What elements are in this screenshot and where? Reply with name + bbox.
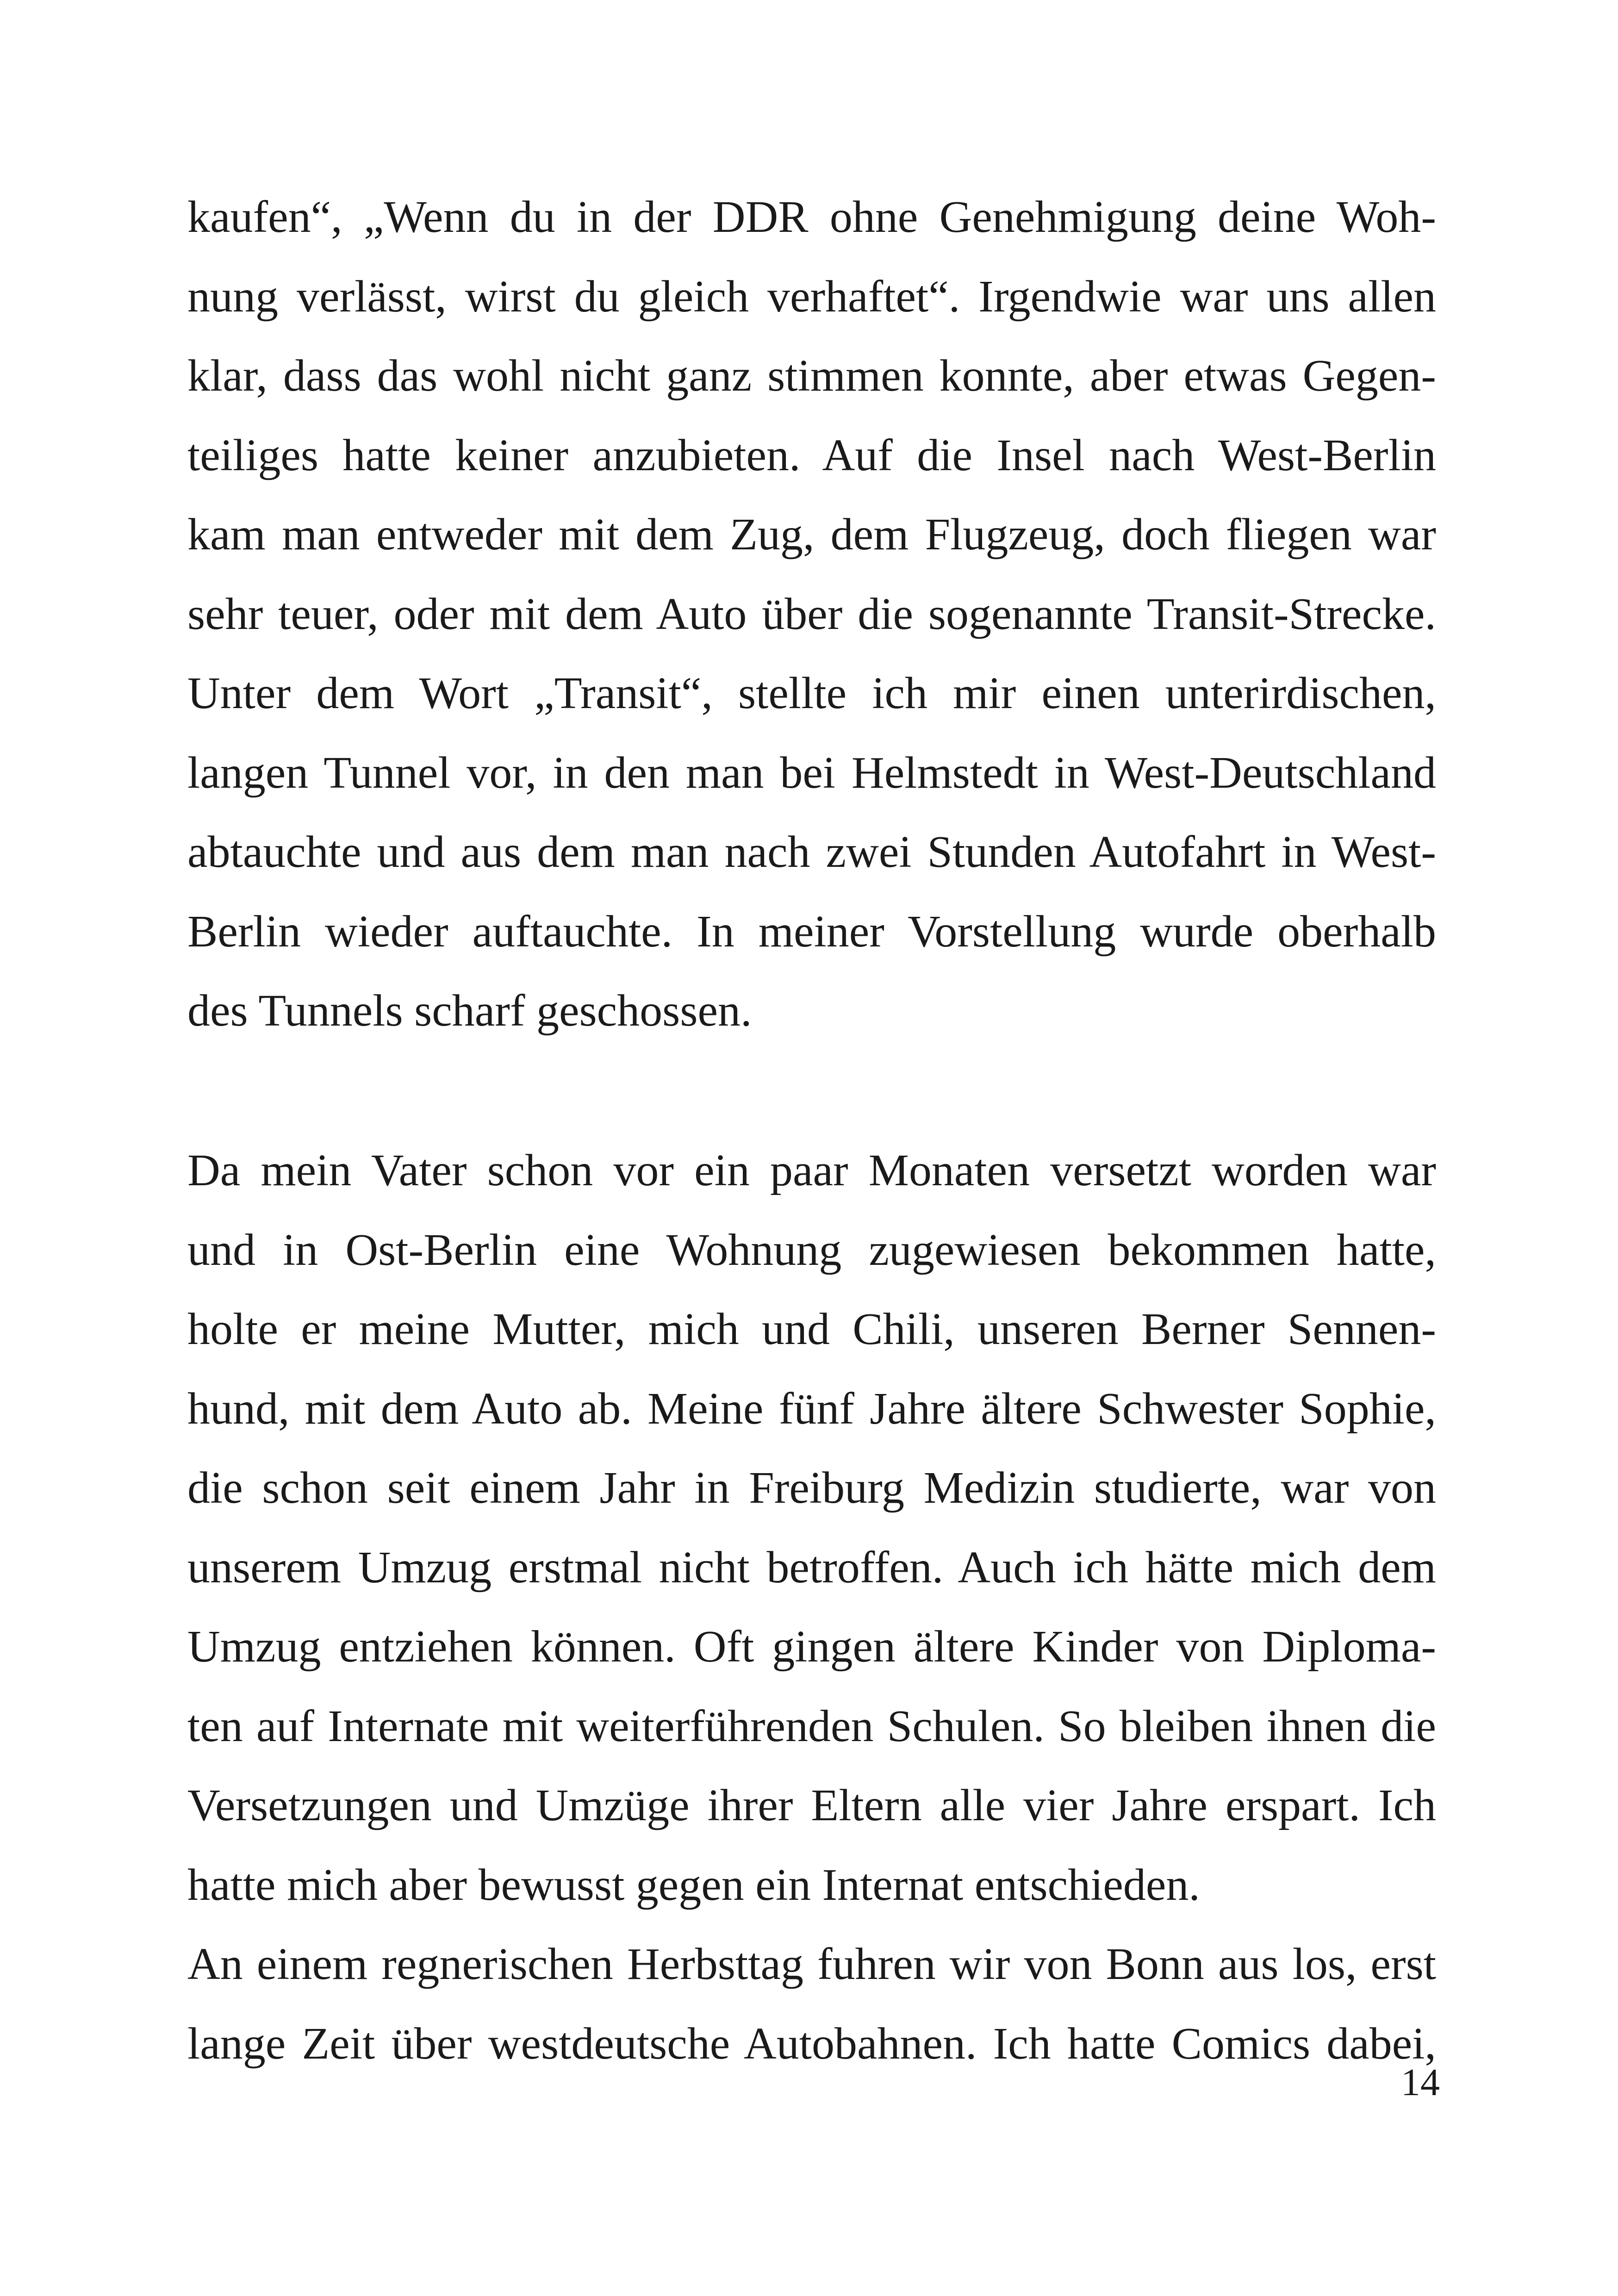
text-line: Berlin wieder auftauchte. In meiner Vorstellung wurde oberhalb [187,906,1436,957]
text-line: hatte mich aber bewusst gegen ein Internat entschieden. [187,1860,1200,1910]
text-line: Versetzungen und Umzüge ihrer Eltern alle vier Jahre erspart. Ich [187,1780,1436,1830]
text-line: nung verlässt, wirst du gleich verhaftet“. Irgendwie war uns allen [187,271,1436,322]
text-line: lange Zeit über westdeutsche Autobahnen. Ich hatte Comics dabei, [187,2018,1436,2069]
text-line: und in Ost-Berlin eine Wohnung zugewiesen bekommen hatte, [187,1225,1436,1275]
page-number: 14 [1401,2061,1440,2104]
text-line: teiliges hatte keiner anzubieten. Auf die Insel nach West-Berlin [187,430,1436,480]
text-line: sehr teuer, oder mit dem Auto über die sogenannte Transit-Strecke. [187,589,1436,639]
text-line: kaufen“, „Wenn du in der DDR ohne Genehmigung deine Woh- [187,192,1436,242]
paragraph-2 [187,1131,1436,2084]
paragraph-1 [187,178,1436,1051]
text-line: unserem Umzug erstmal nicht betroffen. Auch ich hätte mich dem [187,1542,1436,1593]
text-line: die schon seit einem Jahr in Freiburg Medizin studierte, war von [187,1463,1436,1513]
text-line: ten auf Internate mit weiterführenden Schulen. So bleiben ihnen die [187,1701,1436,1751]
text-line: klar, dass das wohl nicht ganz stimmen konnte, aber etwas Gegen- [187,351,1436,401]
text-line: langen Tunnel vor, in den man bei Helmstedt in West-Deutschland [187,747,1436,798]
text-line: holte er meine Mutter, mich und Chili, unseren Berner Sennen- [187,1304,1436,1354]
text-line: Umzug entziehen können. Oft gingen ältere Kinder von Diploma- [187,1622,1436,1672]
text-line: des Tunnels scharf geschossen. [187,986,752,1036]
text-line: Unter dem Wort „Transit“, stellte ich mir einen unterirdischen, [187,668,1436,718]
text-line: abtauchte und aus dem man nach zwei Stunden Autofahrt in West- [187,827,1436,877]
text-line: kam man entweder mit dem Zug, dem Flugzeug, doch fliegen war [187,510,1436,560]
text-line: hund, mit dem Auto ab. Meine fünf Jahre ältere Schwester Sophie, [187,1383,1436,1434]
text-line: An einem regnerischen Herbsttag fuhren wir von Bonn aus los, erst [187,1939,1436,1989]
text-line: Da mein Vater schon vor ein paar Monaten versetzt worden war [187,1145,1436,1195]
